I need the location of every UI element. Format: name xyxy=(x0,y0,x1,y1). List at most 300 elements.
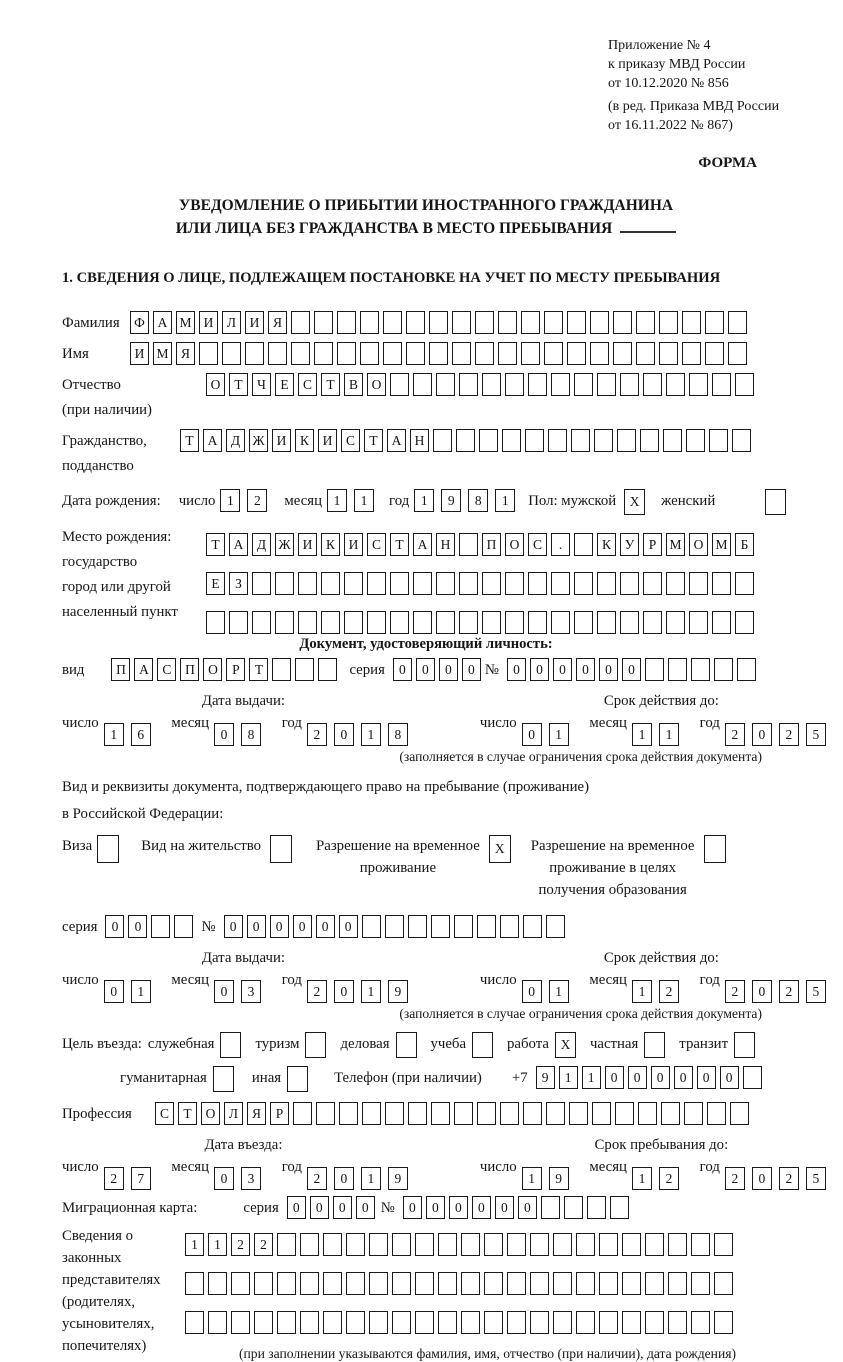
char-cell[interactable] xyxy=(587,1196,606,1219)
char-cell[interactable] xyxy=(613,342,632,365)
char-cell[interactable]: Т xyxy=(180,429,199,452)
char-cell[interactable] xyxy=(429,342,448,365)
char-cell[interactable] xyxy=(622,1233,641,1256)
char-cell[interactable] xyxy=(479,429,498,452)
char-cell[interactable] xyxy=(383,311,402,334)
char-cell[interactable] xyxy=(691,1311,710,1334)
char-cell[interactable]: 0 xyxy=(334,980,354,1003)
char-cell[interactable]: 0 xyxy=(752,1167,772,1190)
char-cell[interactable] xyxy=(576,1233,595,1256)
char-cell[interactable] xyxy=(431,1102,450,1125)
char-cell[interactable] xyxy=(548,429,567,452)
char-cell[interactable] xyxy=(636,342,655,365)
char-cell[interactable] xyxy=(712,611,731,634)
char-cell[interactable] xyxy=(459,373,478,396)
char-cell[interactable] xyxy=(691,658,710,681)
char-cell[interactable]: 0 xyxy=(622,658,641,681)
char-cell[interactable]: 0 xyxy=(247,915,266,938)
char-cell[interactable]: 0 xyxy=(576,658,595,681)
char-cell[interactable] xyxy=(220,1032,241,1058)
char-cell[interactable]: 1 xyxy=(632,1167,652,1190)
char-cell[interactable] xyxy=(484,1233,503,1256)
char-cell[interactable] xyxy=(620,611,639,634)
char-cell[interactable] xyxy=(252,611,271,634)
char-cell[interactable] xyxy=(576,1311,595,1334)
char-cell[interactable] xyxy=(413,611,432,634)
char-cell[interactable] xyxy=(735,611,754,634)
char-cell[interactable]: З xyxy=(229,572,248,595)
char-cell[interactable] xyxy=(712,572,731,595)
char-cell[interactable]: 1 xyxy=(361,980,381,1003)
char-cell[interactable]: 1 xyxy=(104,723,124,746)
char-cell[interactable] xyxy=(360,342,379,365)
char-cell[interactable]: 0 xyxy=(674,1066,693,1089)
char-cell[interactable] xyxy=(636,311,655,334)
char-cell[interactable] xyxy=(459,611,478,634)
char-cell[interactable]: 6 xyxy=(131,723,151,746)
char-cell[interactable]: О xyxy=(505,533,524,556)
char-cell[interactable] xyxy=(689,373,708,396)
char-cell[interactable] xyxy=(567,311,586,334)
char-cell[interactable]: 0 xyxy=(316,915,335,938)
char-cell[interactable] xyxy=(666,611,685,634)
char-cell[interactable] xyxy=(571,429,590,452)
char-cell[interactable] xyxy=(305,1032,326,1058)
char-cell[interactable] xyxy=(406,311,425,334)
char-cell[interactable] xyxy=(714,1272,733,1295)
char-cell[interactable] xyxy=(390,572,409,595)
char-cell[interactable] xyxy=(291,342,310,365)
char-cell[interactable]: 0 xyxy=(339,915,358,938)
char-cell[interactable] xyxy=(367,611,386,634)
char-cell[interactable] xyxy=(707,1102,726,1125)
char-cell[interactable] xyxy=(613,311,632,334)
char-cell[interactable]: 2 xyxy=(779,1167,799,1190)
char-cell[interactable]: С xyxy=(367,533,386,556)
char-cell[interactable] xyxy=(293,1102,312,1125)
char-cell[interactable] xyxy=(528,572,547,595)
char-cell[interactable]: Д xyxy=(226,429,245,452)
char-cell[interactable]: М xyxy=(153,342,172,365)
char-cell[interactable]: 1 xyxy=(632,980,652,1003)
char-cell[interactable] xyxy=(459,572,478,595)
char-cell[interactable] xyxy=(461,1272,480,1295)
char-cell[interactable] xyxy=(569,1102,588,1125)
char-cell[interactable] xyxy=(661,1102,680,1125)
char-cell[interactable]: 0 xyxy=(720,1066,739,1089)
char-cell[interactable] xyxy=(300,1272,319,1295)
char-cell[interactable]: 7 xyxy=(131,1167,151,1190)
char-cell[interactable] xyxy=(314,342,333,365)
char-cell[interactable]: X xyxy=(489,835,511,863)
char-cell[interactable]: А xyxy=(229,533,248,556)
char-cell[interactable] xyxy=(459,533,478,556)
char-cell[interactable] xyxy=(436,611,455,634)
char-cell[interactable]: И xyxy=(130,342,149,365)
char-cell[interactable]: 1 xyxy=(559,1066,578,1089)
char-cell[interactable] xyxy=(686,429,705,452)
char-cell[interactable] xyxy=(413,572,432,595)
char-cell[interactable]: И xyxy=(245,311,264,334)
char-cell[interactable] xyxy=(316,1102,335,1125)
char-cell[interactable] xyxy=(344,611,363,634)
char-cell[interactable]: П xyxy=(482,533,501,556)
char-cell[interactable]: 0 xyxy=(334,1167,354,1190)
char-cell[interactable] xyxy=(507,1272,526,1295)
char-cell[interactable]: 0 xyxy=(426,1196,445,1219)
char-cell[interactable]: X xyxy=(555,1032,576,1058)
char-cell[interactable] xyxy=(275,572,294,595)
char-cell[interactable]: Ж xyxy=(275,533,294,556)
char-cell[interactable] xyxy=(252,572,271,595)
char-cell[interactable] xyxy=(734,1032,755,1058)
char-cell[interactable]: М xyxy=(666,533,685,556)
char-cell[interactable] xyxy=(659,311,678,334)
char-cell[interactable]: 2 xyxy=(725,723,745,746)
char-cell[interactable] xyxy=(610,1196,629,1219)
char-cell[interactable] xyxy=(254,1311,273,1334)
char-cell[interactable] xyxy=(245,342,264,365)
char-cell[interactable] xyxy=(644,1032,665,1058)
char-cell[interactable] xyxy=(408,915,427,938)
char-cell[interactable] xyxy=(574,572,593,595)
char-cell[interactable] xyxy=(594,429,613,452)
char-cell[interactable] xyxy=(728,342,747,365)
char-cell[interactable]: И xyxy=(318,429,337,452)
char-cell[interactable] xyxy=(298,611,317,634)
char-cell[interactable]: 1 xyxy=(414,489,434,512)
char-cell[interactable] xyxy=(321,611,340,634)
char-cell[interactable]: 0 xyxy=(518,1196,537,1219)
char-cell[interactable]: Е xyxy=(206,572,225,595)
char-cell[interactable]: О xyxy=(201,1102,220,1125)
char-cell[interactable]: 1 xyxy=(220,489,240,512)
char-cell[interactable] xyxy=(429,311,448,334)
char-cell[interactable]: 2 xyxy=(307,1167,327,1190)
char-cell[interactable] xyxy=(362,915,381,938)
char-cell[interactable] xyxy=(521,311,540,334)
char-cell[interactable] xyxy=(277,1311,296,1334)
char-cell[interactable] xyxy=(206,611,225,634)
char-cell[interactable] xyxy=(597,373,616,396)
char-cell[interactable] xyxy=(337,342,356,365)
char-cell[interactable]: С xyxy=(157,658,176,681)
char-cell[interactable]: С xyxy=(298,373,317,396)
char-cell[interactable]: А xyxy=(387,429,406,452)
char-cell[interactable] xyxy=(574,533,593,556)
char-cell[interactable]: 0 xyxy=(651,1066,670,1089)
char-cell[interactable]: Т xyxy=(390,533,409,556)
char-cell[interactable]: 0 xyxy=(293,915,312,938)
char-cell[interactable] xyxy=(592,1102,611,1125)
char-cell[interactable] xyxy=(645,1311,664,1334)
char-cell[interactable] xyxy=(691,1272,710,1295)
char-cell[interactable]: 0 xyxy=(599,658,618,681)
char-cell[interactable] xyxy=(385,1102,404,1125)
char-cell[interactable]: 8 xyxy=(468,489,488,512)
char-cell[interactable] xyxy=(174,915,193,938)
char-cell[interactable] xyxy=(732,429,751,452)
char-cell[interactable]: 9 xyxy=(549,1167,569,1190)
char-cell[interactable] xyxy=(574,611,593,634)
char-cell[interactable]: И xyxy=(199,311,218,334)
char-cell[interactable]: О xyxy=(689,533,708,556)
char-cell[interactable] xyxy=(500,1102,519,1125)
char-cell[interactable]: 0 xyxy=(270,915,289,938)
char-cell[interactable]: 0 xyxy=(697,1066,716,1089)
char-cell[interactable] xyxy=(730,1102,749,1125)
char-cell[interactable] xyxy=(323,1233,342,1256)
char-cell[interactable] xyxy=(714,1233,733,1256)
char-cell[interactable] xyxy=(553,1272,572,1295)
char-cell[interactable] xyxy=(199,342,218,365)
char-cell[interactable] xyxy=(254,1272,273,1295)
char-cell[interactable] xyxy=(590,342,609,365)
char-cell[interactable]: 0 xyxy=(393,658,412,681)
char-cell[interactable] xyxy=(551,611,570,634)
char-cell[interactable] xyxy=(452,311,471,334)
char-cell[interactable] xyxy=(482,611,501,634)
char-cell[interactable]: 0 xyxy=(495,1196,514,1219)
char-cell[interactable] xyxy=(525,429,544,452)
char-cell[interactable] xyxy=(321,572,340,595)
char-cell[interactable] xyxy=(231,1272,250,1295)
char-cell[interactable] xyxy=(346,1311,365,1334)
char-cell[interactable]: М xyxy=(712,533,731,556)
char-cell[interactable] xyxy=(97,835,119,863)
char-cell[interactable] xyxy=(339,1102,358,1125)
char-cell[interactable] xyxy=(643,572,662,595)
char-cell[interactable] xyxy=(574,373,593,396)
char-cell[interactable] xyxy=(714,658,733,681)
char-cell[interactable]: Р xyxy=(226,658,245,681)
char-cell[interactable] xyxy=(314,311,333,334)
char-cell[interactable] xyxy=(268,342,287,365)
char-cell[interactable] xyxy=(728,311,747,334)
char-cell[interactable]: 3 xyxy=(241,980,261,1003)
char-cell[interactable] xyxy=(684,1102,703,1125)
char-cell[interactable] xyxy=(415,1311,434,1334)
char-cell[interactable]: 5 xyxy=(806,1167,826,1190)
char-cell[interactable]: Р xyxy=(643,533,662,556)
char-cell[interactable] xyxy=(213,1066,234,1092)
char-cell[interactable]: К xyxy=(295,429,314,452)
char-cell[interactable] xyxy=(682,311,701,334)
char-cell[interactable]: 9 xyxy=(388,1167,408,1190)
char-cell[interactable] xyxy=(392,1272,411,1295)
char-cell[interactable] xyxy=(599,1233,618,1256)
char-cell[interactable] xyxy=(689,611,708,634)
char-cell[interactable] xyxy=(277,1233,296,1256)
char-cell[interactable] xyxy=(415,1272,434,1295)
char-cell[interactable]: 0 xyxy=(553,658,572,681)
char-cell[interactable]: 2 xyxy=(659,1167,679,1190)
char-cell[interactable]: 2 xyxy=(307,980,327,1003)
char-cell[interactable] xyxy=(530,1233,549,1256)
char-cell[interactable] xyxy=(620,373,639,396)
char-cell[interactable] xyxy=(344,572,363,595)
char-cell[interactable] xyxy=(392,1233,411,1256)
char-cell[interactable] xyxy=(461,1311,480,1334)
char-cell[interactable]: 5 xyxy=(806,980,826,1003)
char-cell[interactable]: Е xyxy=(275,373,294,396)
char-cell[interactable] xyxy=(544,311,563,334)
char-cell[interactable]: 1 xyxy=(495,489,515,512)
char-cell[interactable] xyxy=(390,373,409,396)
char-cell[interactable]: 1 xyxy=(582,1066,601,1089)
char-cell[interactable] xyxy=(498,342,517,365)
char-cell[interactable] xyxy=(712,373,731,396)
char-cell[interactable] xyxy=(475,342,494,365)
char-cell[interactable] xyxy=(567,342,586,365)
char-cell[interactable]: А xyxy=(134,658,153,681)
char-cell[interactable] xyxy=(291,311,310,334)
char-cell[interactable]: 1 xyxy=(354,489,374,512)
char-cell[interactable] xyxy=(337,311,356,334)
char-cell[interactable]: 1 xyxy=(549,980,569,1003)
char-cell[interactable]: 0 xyxy=(214,723,234,746)
char-cell[interactable] xyxy=(597,611,616,634)
char-cell[interactable]: 0 xyxy=(605,1066,624,1089)
char-cell[interactable] xyxy=(438,1311,457,1334)
char-cell[interactable] xyxy=(431,915,450,938)
char-cell[interactable] xyxy=(666,572,685,595)
char-cell[interactable] xyxy=(270,835,292,863)
char-cell[interactable]: 0 xyxy=(287,1196,306,1219)
char-cell[interactable] xyxy=(346,1233,365,1256)
char-cell[interactable]: К xyxy=(597,533,616,556)
char-cell[interactable]: Т xyxy=(321,373,340,396)
char-cell[interactable] xyxy=(287,1066,308,1092)
char-cell[interactable]: 0 xyxy=(507,658,526,681)
char-cell[interactable] xyxy=(668,1311,687,1334)
char-cell[interactable] xyxy=(576,1272,595,1295)
char-cell[interactable] xyxy=(705,342,724,365)
char-cell[interactable]: 1 xyxy=(632,723,652,746)
char-cell[interactable]: 9 xyxy=(441,489,461,512)
char-cell[interactable]: С xyxy=(155,1102,174,1125)
char-cell[interactable]: 1 xyxy=(208,1233,227,1256)
char-cell[interactable] xyxy=(475,311,494,334)
char-cell[interactable] xyxy=(737,658,756,681)
char-cell[interactable] xyxy=(640,429,659,452)
char-cell[interactable] xyxy=(643,373,662,396)
char-cell[interactable] xyxy=(659,342,678,365)
char-cell[interactable]: 0 xyxy=(333,1196,352,1219)
char-cell[interactable]: 0 xyxy=(462,658,481,681)
char-cell[interactable] xyxy=(599,1272,618,1295)
char-cell[interactable] xyxy=(408,1102,427,1125)
char-cell[interactable]: 2 xyxy=(231,1233,250,1256)
char-cell[interactable] xyxy=(668,1233,687,1256)
char-cell[interactable] xyxy=(436,572,455,595)
char-cell[interactable]: 0 xyxy=(416,658,435,681)
char-cell[interactable]: 0 xyxy=(214,980,234,1003)
char-cell[interactable] xyxy=(222,342,241,365)
char-cell[interactable] xyxy=(185,1311,204,1334)
char-cell[interactable] xyxy=(318,658,337,681)
char-cell[interactable]: Я xyxy=(247,1102,266,1125)
char-cell[interactable]: Т xyxy=(229,373,248,396)
char-cell[interactable]: О xyxy=(367,373,386,396)
char-cell[interactable] xyxy=(704,835,726,863)
char-cell[interactable] xyxy=(691,1233,710,1256)
char-cell[interactable]: А xyxy=(413,533,432,556)
char-cell[interactable] xyxy=(456,429,475,452)
char-cell[interactable]: 1 xyxy=(361,723,381,746)
char-cell[interactable] xyxy=(544,342,563,365)
char-cell[interactable]: 3 xyxy=(241,1167,261,1190)
char-cell[interactable] xyxy=(275,611,294,634)
char-cell[interactable] xyxy=(369,1233,388,1256)
char-cell[interactable] xyxy=(300,1311,319,1334)
char-cell[interactable] xyxy=(438,1233,457,1256)
char-cell[interactable] xyxy=(551,572,570,595)
char-cell[interactable]: 0 xyxy=(522,980,542,1003)
char-cell[interactable]: 2 xyxy=(247,489,267,512)
char-cell[interactable] xyxy=(505,572,524,595)
char-cell[interactable]: 2 xyxy=(779,723,799,746)
char-cell[interactable]: 0 xyxy=(224,915,243,938)
char-cell[interactable] xyxy=(229,611,248,634)
char-cell[interactable] xyxy=(615,1102,634,1125)
char-cell[interactable] xyxy=(433,429,452,452)
char-cell[interactable]: У xyxy=(620,533,639,556)
char-cell[interactable] xyxy=(396,1032,417,1058)
char-cell[interactable] xyxy=(413,373,432,396)
char-cell[interactable] xyxy=(477,915,496,938)
char-cell[interactable]: 0 xyxy=(472,1196,491,1219)
char-cell[interactable] xyxy=(645,1233,664,1256)
char-cell[interactable]: И xyxy=(344,533,363,556)
char-cell[interactable]: О xyxy=(206,373,225,396)
char-cell[interactable]: 2 xyxy=(725,1167,745,1190)
char-cell[interactable] xyxy=(682,342,701,365)
char-cell[interactable] xyxy=(452,342,471,365)
char-cell[interactable]: 0 xyxy=(310,1196,329,1219)
char-cell[interactable] xyxy=(454,1102,473,1125)
char-cell[interactable] xyxy=(507,1233,526,1256)
char-cell[interactable] xyxy=(714,1311,733,1334)
char-cell[interactable] xyxy=(597,572,616,595)
char-cell[interactable] xyxy=(638,1102,657,1125)
char-cell[interactable]: 0 xyxy=(522,723,542,746)
char-cell[interactable] xyxy=(645,658,664,681)
char-cell[interactable]: 0 xyxy=(214,1167,234,1190)
char-cell[interactable] xyxy=(277,1272,296,1295)
char-cell[interactable] xyxy=(369,1311,388,1334)
char-cell[interactable]: 1 xyxy=(522,1167,542,1190)
char-cell[interactable] xyxy=(392,1311,411,1334)
char-cell[interactable]: 0 xyxy=(105,915,124,938)
char-cell[interactable] xyxy=(362,1102,381,1125)
char-cell[interactable]: И xyxy=(272,429,291,452)
char-cell[interactable]: Л xyxy=(222,311,241,334)
char-cell[interactable] xyxy=(530,1272,549,1295)
char-cell[interactable] xyxy=(735,373,754,396)
char-cell[interactable] xyxy=(360,311,379,334)
char-cell[interactable] xyxy=(367,572,386,595)
char-cell[interactable]: 2 xyxy=(779,980,799,1003)
char-cell[interactable] xyxy=(415,1233,434,1256)
char-cell[interactable]: 8 xyxy=(388,723,408,746)
char-cell[interactable]: 2 xyxy=(254,1233,273,1256)
char-cell[interactable] xyxy=(185,1272,204,1295)
char-cell[interactable] xyxy=(385,915,404,938)
char-cell[interactable] xyxy=(369,1272,388,1295)
char-cell[interactable] xyxy=(484,1272,503,1295)
char-cell[interactable]: 2 xyxy=(307,723,327,746)
